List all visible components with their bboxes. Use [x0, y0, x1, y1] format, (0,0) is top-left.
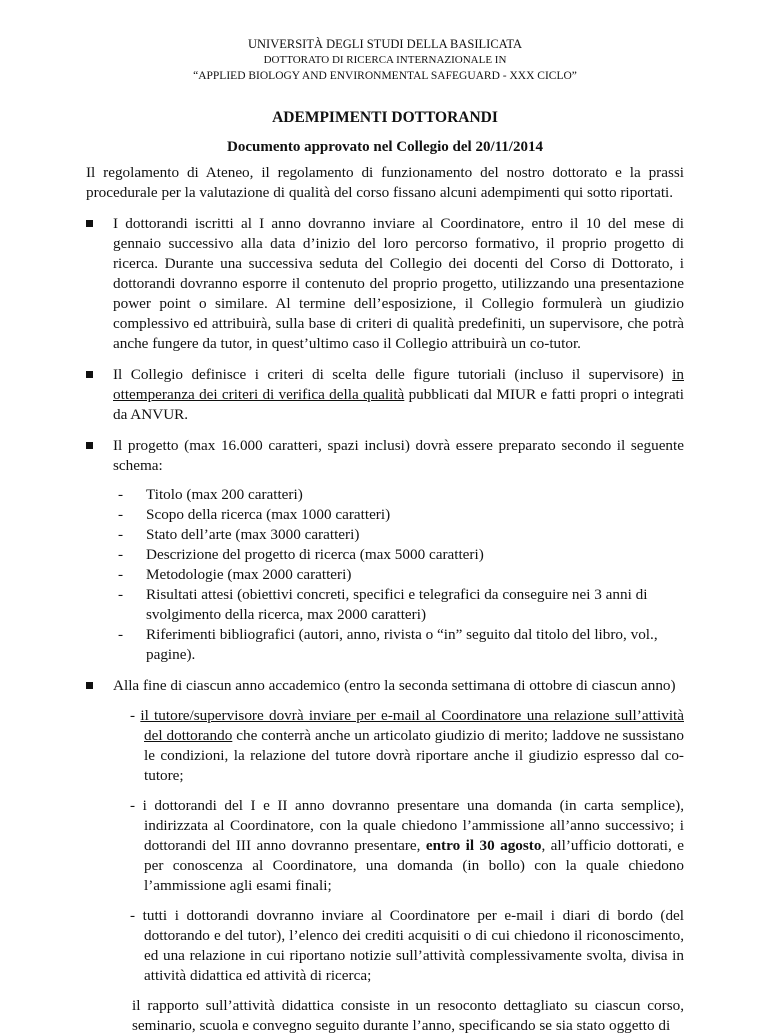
document-title: ADEMPIMENTI DOTTORANDI: [272, 109, 498, 126]
program-name: “APPLIED BIOLOGY AND ENVIRONMENTAL SAFEGUARD - XXX CICLO”: [193, 70, 577, 82]
square-bullet-icon: [86, 442, 93, 449]
sub-item-tutor-report: [130, 706, 684, 786]
dash-mark: -: [118, 566, 124, 583]
bullet-text-part: Il Collegio definisce i criteri di scelta delle figure tutoriali (incluso il supervisore): [113, 366, 673, 383]
list-item: - Stato dell’arte (max 3000 caratteri): [118, 526, 360, 543]
sub-item-admission-request: [130, 796, 684, 896]
sub-text: che conterrà anche un articolato giudizio di merito; laddove ne sussistano le condizioni, la relazione del tutore dovrà riportare anche il giudizio espresso dal co-tutore;: [144, 727, 684, 784]
sub-text: - i dottorandi del I e II anno dovranno presentare una domanda (in carta semplice), indirizzata al Coordinatore, con la quale chiedono l’ammissione all’anno successivo; i dottorandi del III anno dovranno presentare,: [130, 797, 684, 854]
underlined-text: il tutore/supervisore dovrà inviare per e-mail al Coordinatore una relazione sull’attività del dottorando: [140, 707, 684, 744]
bold-deadline: entro il 30 agosto: [425, 837, 542, 854]
sub-text: , all’ufficio dottorati, e per conoscenza al Coordinatore, una domanda (in bollo) con la quale chiedono l’ammissione agli esami finali;: [144, 837, 685, 894]
dash-mark: -: [118, 546, 124, 563]
square-bullet-icon: [86, 220, 93, 227]
didactic-report-note: il rapporto sull’attività didattica consiste in un resoconto dettagliato su ciascun corso, seminario, scuola e convegno seguito durante l’anno, specificando se sia stato oggetto di: [132, 997, 684, 1034]
square-bullet-icon: [86, 682, 93, 689]
document-subtitle: Documento approvato nel Collegio del 20/11/2014: [227, 139, 543, 155]
sub-item-logbooks: [130, 906, 684, 986]
dash-mark: -: [118, 506, 124, 523]
dash-mark: -: [130, 707, 141, 724]
schema-list: [118, 485, 684, 665]
bullet-project-submission: [86, 214, 684, 354]
dash-mark: -: [118, 626, 124, 643]
dash-mark: -: [118, 586, 124, 603]
dash-mark: -: [118, 486, 124, 503]
university-name: UNIVERSITÀ DEGLI STUDI DELLA BASILICATA: [248, 37, 522, 51]
list-item: - Metodologie (max 2000 caratteri): [118, 566, 352, 583]
bullet-text-part: pubblicati dal MIUR e fatti propri o integrati da ANVUR.: [113, 386, 684, 423]
sub-text: - tutti i dottorandi dovranno inviare al Coordinatore per e-mail i diari di bordo (del dottorando e del tutor), l’elenco dei crediti acquisiti o di cui chiedono il riconoscimento, ed una relazione in cui riportano notizie sull’attività complessivamente svolta, divisa in attività didattica ed attività di ricerca;: [130, 907, 684, 984]
list-item: - Scopo della ricerca (max 1000 caratteri): [118, 506, 391, 523]
list-item: - Titolo (max 200 caratteri): [118, 486, 303, 503]
bullet-tutor-criteria: [86, 365, 684, 425]
list-item: - Risultati attesi (obiettivi concreti, specifici e telegrafici da conseguire nei 3 anni di svolgimento della ricerca, max 2000 caratteri): [118, 586, 648, 623]
bullet-text: Alla fine di ciascun anno accademico (entro la seconda settimana di ottobre di ciascun anno): [113, 677, 676, 694]
doctorate-name: DOTTORATO DI RICERCA INTERNAZIONALE IN: [263, 54, 507, 66]
bullet-end-of-year: [86, 676, 684, 696]
bullet-text: Il progetto (max 16.000 caratteri, spazi inclusi) dovrà essere preparato secondo il seguente schema:: [113, 437, 684, 474]
list-item: - Descrizione del progetto di ricerca (max 5000 caratteri): [118, 546, 484, 563]
document-header: [86, 36, 684, 84]
dash-mark: -: [118, 526, 124, 543]
bullet-text: I dottorandi iscritti al I anno dovranno inviare al Coordinatore, entro il 10 del mese di gennaio successivo alla data d’inizio del loro percorso formativo, il proprio progetto di ricerca. Durante una successiva seduta del Collegio dei docenti del Corso di Dottorato, i dottorandi dovranno esporre il contenuto del proprio progetto, utilizzando una presentazione power point o similare. Al termine dell’esposizione, il Collegio formulerà un giudizio complessivo ed attribuirà, sulla base di criteri di qualità predefiniti, un supervisore, che potrà anche fungere da tutor, in quest’ultimo caso il Collegio attribuirà un co-tutor.: [113, 215, 684, 352]
bullet-project-schema: [86, 436, 684, 476]
underlined-text: in ottemperanza dei criteri di verifica della qualità: [113, 366, 684, 403]
list-item: - Riferimenti bibliografici (autori, anno, rivista o “in” seguito dal titolo del libro, vol., pagine).: [118, 626, 658, 663]
square-bullet-icon: [86, 371, 93, 378]
intro-paragraph: Il regolamento di Ateneo, il regolamento di funzionamento del nostro dottorato e la prassi procedurale per la valutazione di qualità del corso fissano alcuni adempimenti qui sotto riportati.: [86, 164, 684, 201]
